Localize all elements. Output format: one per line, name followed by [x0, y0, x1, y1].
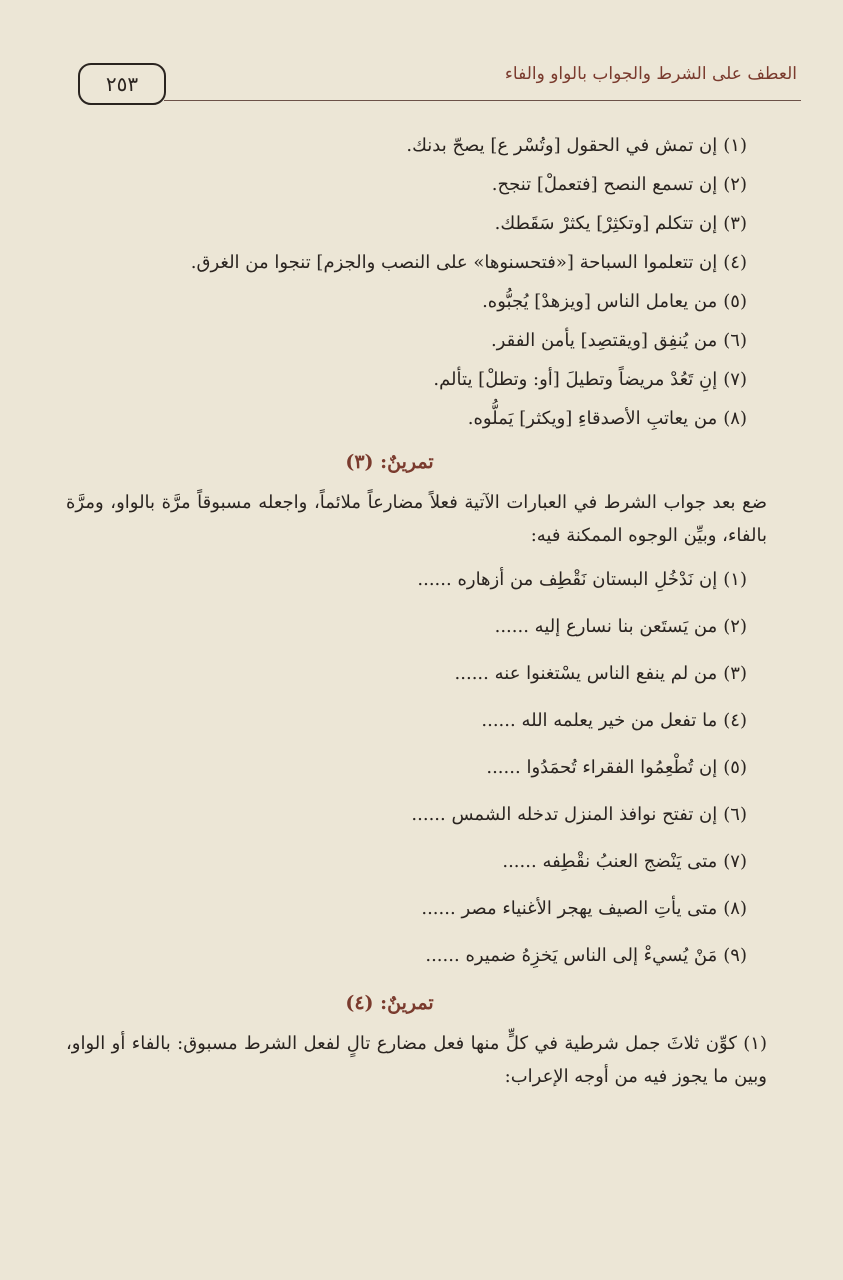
exercise-3-items [72, 556, 747, 979]
item-text: إنِ تَعُدْ مريضاً وتطيلَ [أو: وتطلْ] يتألم. [433, 369, 718, 390]
example-item [72, 282, 747, 321]
exercise-item [72, 650, 747, 697]
item-text: إن تتعلموا السباحة [«فتحسنوها» على النصب والجزم] تنجوا من الغرق. [190, 252, 718, 273]
example-item [72, 243, 747, 282]
item-number: (١) [723, 569, 747, 590]
item-number: (١) [723, 135, 747, 156]
item-text: من يَستَعن بنا نسارع إليه [534, 616, 718, 637]
item-text: إن تمش في الحقول [وتُسْر ع] يصحّ بدنك. [406, 135, 718, 156]
item-number: (٧) [723, 851, 747, 872]
item-text: من يعاتبِ الأصدقاءِ [ويكثر] يَملُّوه. [467, 408, 718, 429]
examples-list [72, 126, 747, 438]
item-number: (٥) [723, 291, 747, 312]
blank-dots: ...... [486, 757, 521, 778]
item-number: (٤) [723, 710, 747, 731]
blank-dots: ...... [502, 851, 537, 872]
item-number: (٣) [723, 213, 747, 234]
item-text: إن تُطْعِمُوا الفقراء تُحمَدُوا [526, 757, 718, 778]
blank-dots: ...... [421, 898, 456, 919]
item-number: (٥) [723, 757, 747, 778]
blank-dots: ...... [454, 663, 489, 684]
item-text: متى يأتِ الصيف يهجر الأغنياء مصر [461, 898, 718, 919]
blank-dots: ...... [425, 945, 460, 966]
item-number: (٣) [723, 663, 747, 684]
item-text: متى يَنْضج العنبُ نقْطِفه [542, 851, 718, 872]
page-body [66, 126, 767, 1097]
example-item [72, 399, 747, 438]
item-text: مَنْ يُسيءْ إلى الناس يَخزِهُ ضميره [465, 945, 718, 966]
exercise-item [72, 556, 747, 603]
item-number: (٦) [723, 330, 747, 351]
example-item [72, 126, 747, 165]
exercise-item [72, 932, 747, 979]
item-number: (٢) [723, 616, 747, 637]
exercise-item [72, 838, 747, 885]
item-number: (٨) [723, 898, 747, 919]
item-text: ما تفعل من خير يعلمه الله [521, 710, 718, 731]
item-text: من يُنفِق [ويقتصِد] يأمن الفقر. [490, 330, 718, 351]
blank-dots: ...... [494, 616, 529, 637]
item-number: (٧) [723, 369, 747, 390]
blank-dots: ...... [481, 710, 516, 731]
item-number: (٨) [723, 408, 747, 429]
item-number: (٤) [723, 252, 747, 273]
item-text: من لم ينفع الناس يسْتغنوا عنه [494, 663, 718, 684]
exercise-3-instruction: ضع بعد جواب الشرط في العبارات الآتية فعلاً مضارعاً ملائماً، واجعله مسبوقاً مرَّة بالواو، ومرَّة بالفاء، وبيِّن الوجوه الممكنة فيه: [66, 492, 767, 546]
exercise-4-heading: تمرينٌ: (٤) [345, 992, 434, 1014]
item-text: إن نَدْخُلِ البستان نَقْطِف من أزهاره [457, 569, 718, 590]
item-text: من يعامل الناس [ويزهدْ] يُجبُّوه. [482, 291, 718, 312]
page-number: ٢٥٣ [78, 63, 166, 105]
exercise-item [72, 697, 747, 744]
exercise-item [72, 791, 747, 838]
item-text: إن تتكلم [وتكثِرْ] يكثرْ سَقَطك. [494, 213, 718, 234]
exercise-3-heading: تمرينٌ: (٣) [345, 451, 434, 473]
item-number: (٢) [723, 174, 747, 195]
item-text: إن تسمع النصح [فتعملْ] تنجح. [491, 174, 718, 195]
example-item [72, 165, 747, 204]
exercise-item [72, 744, 747, 791]
header-divider [164, 100, 801, 101]
exercise-item [72, 885, 747, 932]
exercise-4-instruction: (١) كوِّن ثلاثَ جمل شرطية في كلٍّ منها فعل مضارع تالٍ لفعل الشرط مسبوق: بالفاء أو الواو، وبين ما يجوز فيه من أوجه الإعراب: [66, 1033, 767, 1087]
running-title: العطف على الشرط والجواب بالواو والفاء [504, 64, 797, 84]
item-text: إن تفتح نوافذ المنزل تدخله الشمس [451, 804, 718, 825]
blank-dots: ...... [411, 804, 446, 825]
example-item [72, 204, 747, 243]
example-item [72, 360, 747, 399]
item-number: (٩) [723, 945, 747, 966]
item-number: (٦) [723, 804, 747, 825]
example-item [72, 321, 747, 360]
page-header [78, 58, 801, 102]
blank-dots: ...... [417, 569, 452, 590]
exercise-item [72, 603, 747, 650]
